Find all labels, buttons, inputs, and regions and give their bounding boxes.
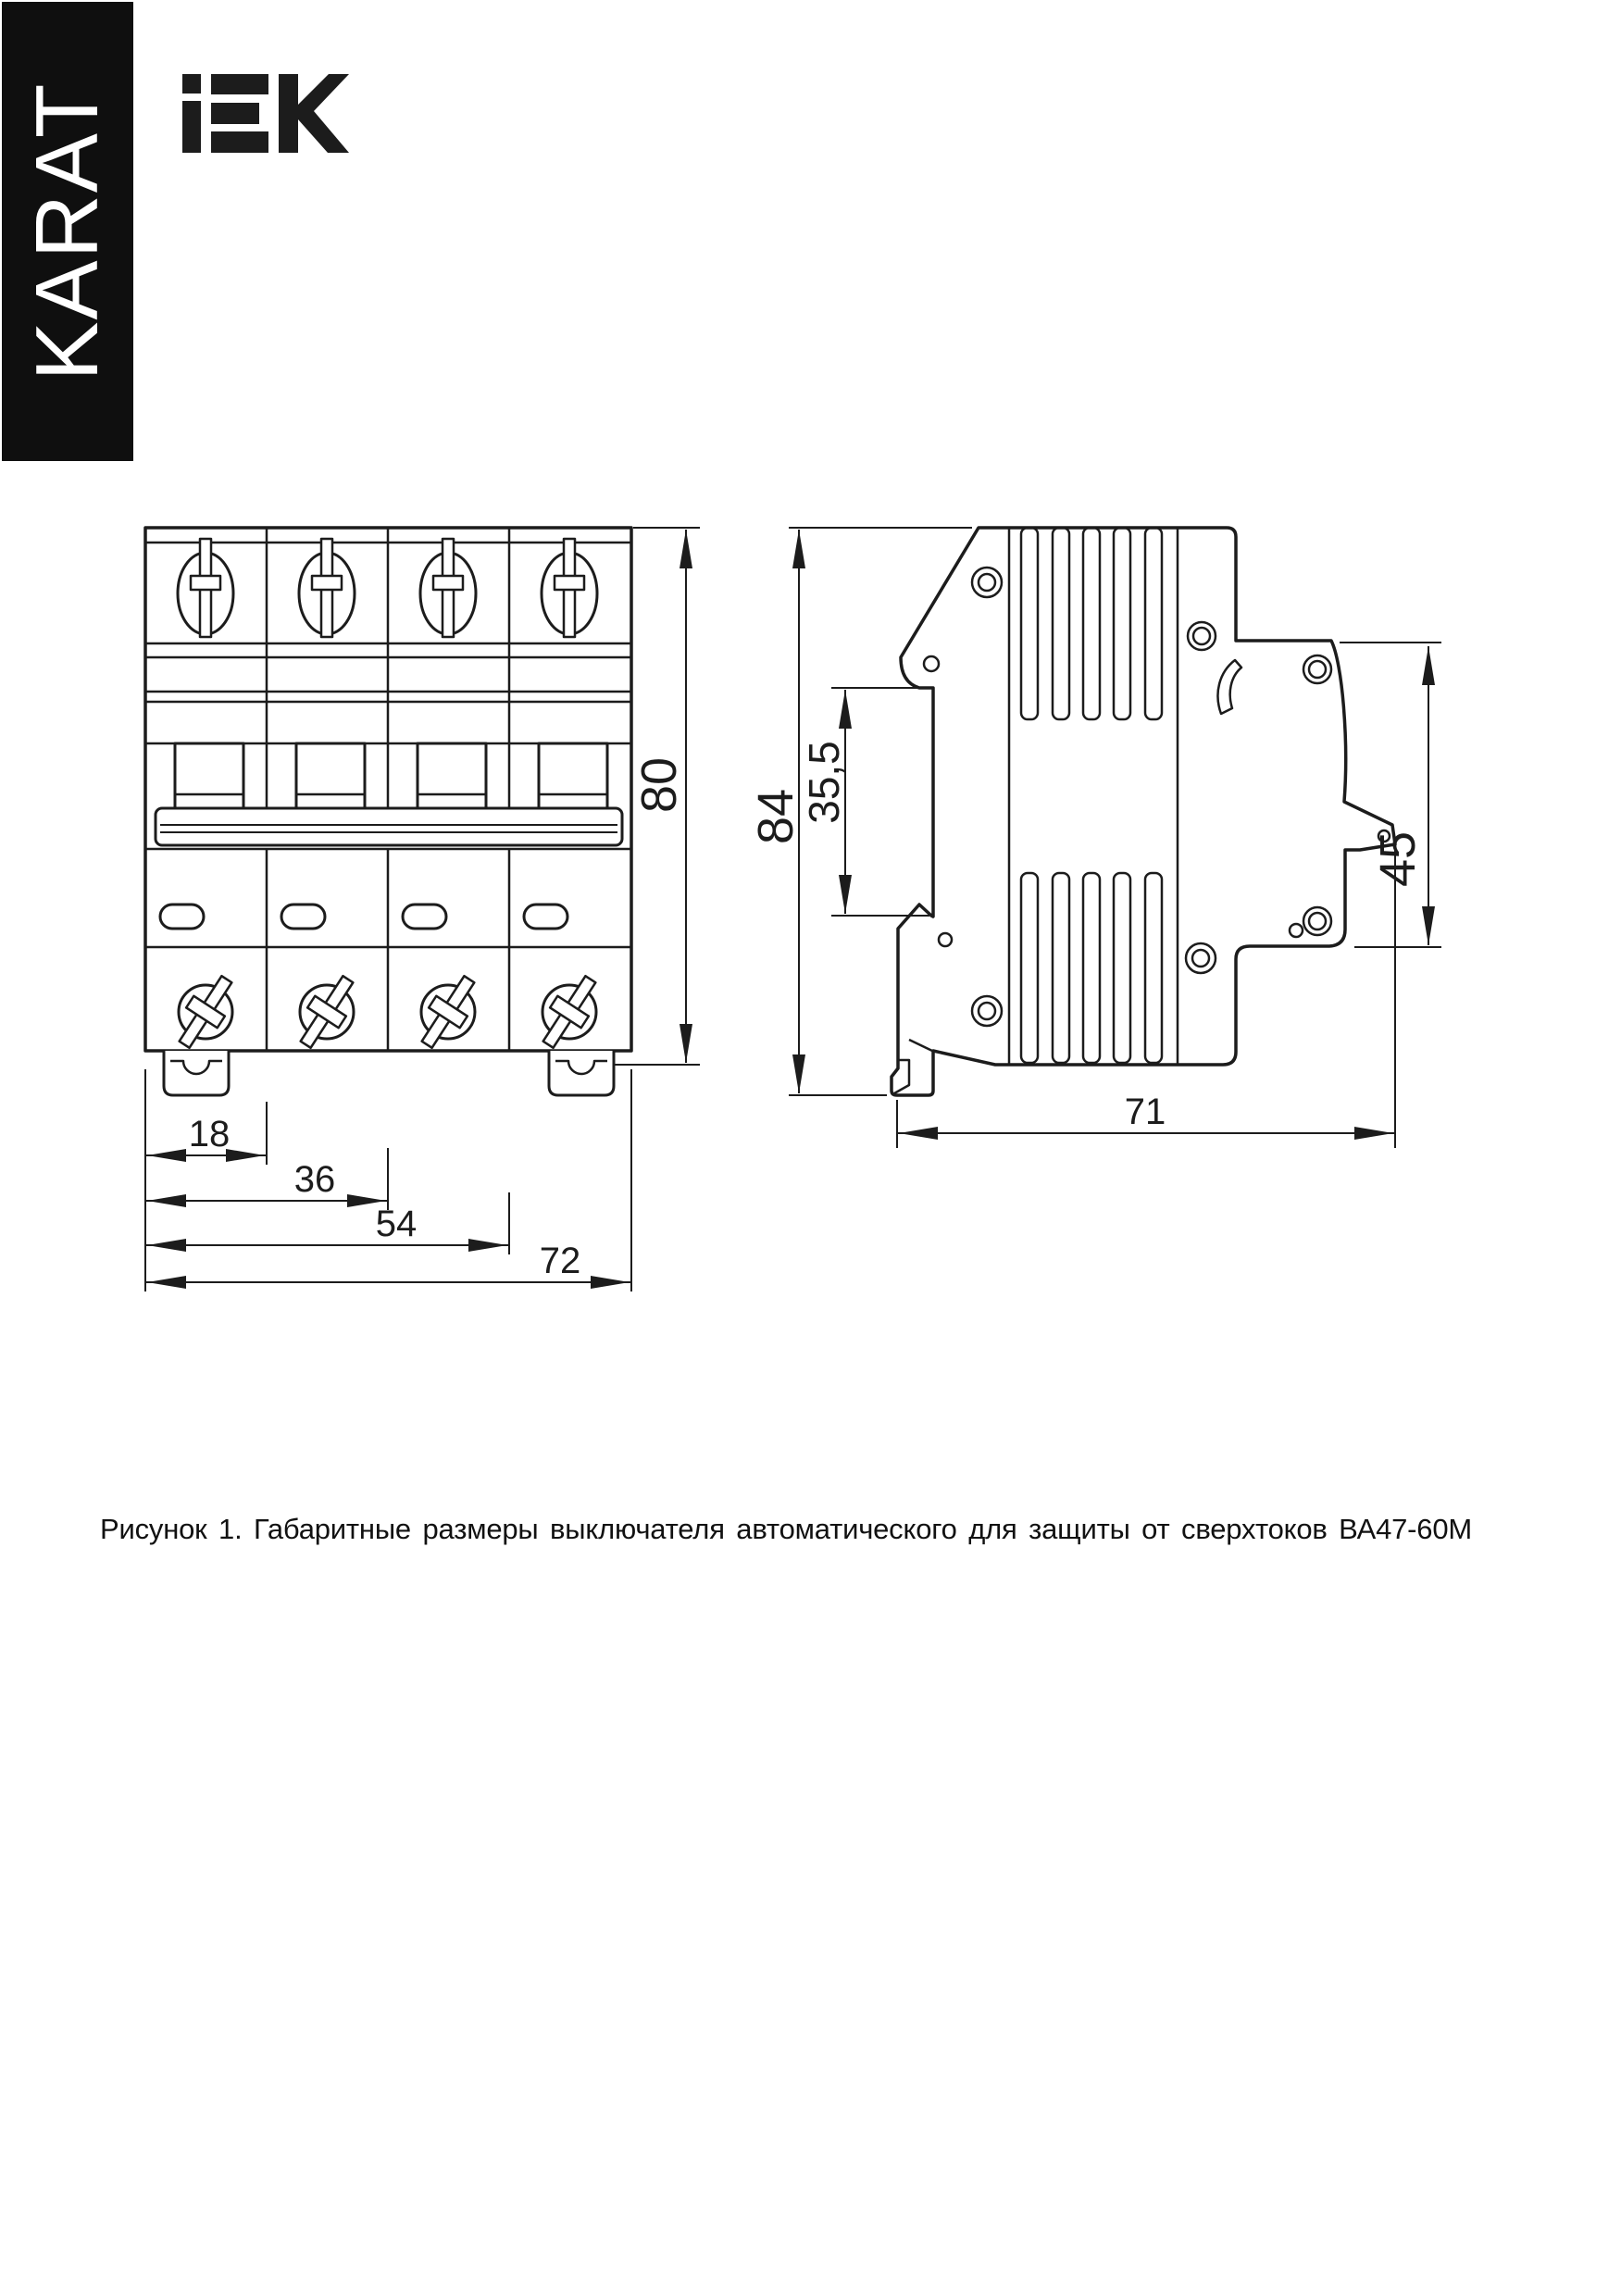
dim-35-5 (800, 688, 929, 916)
terminal-screw-icon (532, 969, 605, 1054)
dim-45-label: 45 (1370, 830, 1426, 888)
din-clip-side-detail (894, 1040, 932, 1093)
label-slot (160, 905, 204, 929)
terminal-screw-icon (168, 969, 242, 1054)
pin-icon (924, 656, 939, 671)
side-view (892, 528, 1395, 1095)
dim-84-label: 84 (748, 788, 804, 845)
terminal-screw-icon (420, 539, 476, 637)
terminal-screw-icon (299, 539, 355, 637)
dim-36-label: 36 (293, 1159, 336, 1200)
terminal-screw-icon (542, 539, 597, 637)
rivet-icon (972, 568, 1002, 597)
pin-icon (1290, 924, 1303, 937)
comma-slot (1217, 660, 1241, 714)
rivets (924, 568, 1390, 1026)
dim-18-label: 18 (188, 1114, 231, 1154)
din-clip (164, 1051, 229, 1095)
rivet-icon (1188, 622, 1216, 650)
dim-35-5-label: 35,5 (800, 741, 848, 824)
label-slots (160, 905, 567, 929)
rivet-icon (1186, 943, 1216, 973)
din-clip (549, 1051, 614, 1095)
front-view (145, 528, 700, 1095)
label-slot (281, 905, 325, 929)
dim-84 (748, 528, 972, 1095)
toggle-handle (296, 743, 365, 808)
vent-slots-top (1021, 528, 1162, 719)
label-slot (403, 905, 446, 929)
dim-widths (145, 1069, 631, 1292)
toggle-handle (418, 743, 486, 808)
rivet-icon (1303, 907, 1331, 935)
terminal-screw-icon (290, 969, 363, 1054)
brand-sidebar-label: KARAT (18, 81, 117, 381)
breaker-body-side (892, 528, 1395, 1095)
dim-72-label: 72 (539, 1241, 581, 1281)
terminal-screw-icon (178, 539, 233, 637)
toggle-handles (175, 743, 607, 808)
terminal-screw-icon (411, 969, 484, 1054)
dim-80-label: 80 (631, 756, 687, 814)
figure-caption: Рисунок 1. Габаритные размеры выключателя автоматического для защиты от сверхтоков ВА47-60М (100, 1513, 1472, 1545)
dim-71-label: 71 (1124, 1092, 1166, 1132)
label-slot (524, 905, 567, 929)
dim-80 (631, 528, 700, 1063)
handle-tie-bar (156, 808, 622, 845)
rivet-icon (972, 996, 1002, 1026)
dim-45 (1340, 643, 1441, 947)
toggle-handle (175, 743, 243, 808)
toggle-handle (539, 743, 607, 808)
pin-icon (939, 933, 952, 946)
vent-slots-bottom (1021, 873, 1162, 1063)
rivet-icon (1303, 655, 1331, 683)
dim-54-label: 54 (375, 1204, 418, 1244)
